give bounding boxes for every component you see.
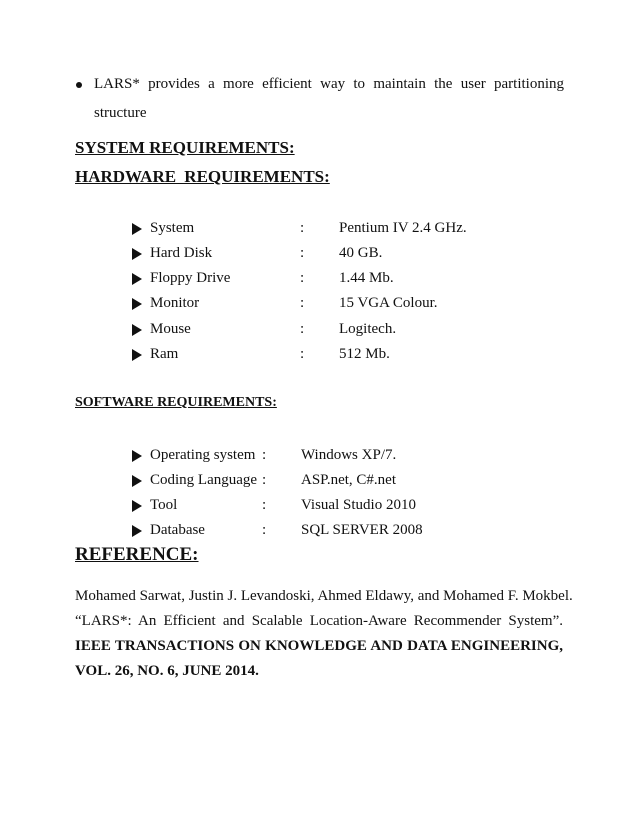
hardware-item-value: 512 Mb. <box>339 346 390 362</box>
software-item-value: Visual Studio 2010 <box>301 497 416 513</box>
hardware-item-colon: : <box>300 346 305 362</box>
hardware-item-colon: : <box>300 321 305 337</box>
hardware-item-label: Monitor <box>150 295 200 311</box>
hardware-item-value: 1.44 Mb. <box>339 270 394 286</box>
hardware-item-value: Logitech. <box>339 321 397 337</box>
hardware-item-label: Floppy Drive <box>150 270 231 286</box>
hardware-item-value: 40 GB. <box>339 245 383 261</box>
arrow-bullet-icon <box>132 475 142 487</box>
bullet-item <box>94 73 564 125</box>
hardware-item-label: Mouse <box>150 321 191 337</box>
reference-journal: IEEE TRANSACTIONS ON KNOWLEDGE AND DATA ENGINEERING, <box>75 638 563 654</box>
reference-citation <box>75 584 573 684</box>
bullet-dot-icon <box>76 82 82 88</box>
bullet-text-line-2: structure <box>94 105 147 121</box>
arrow-bullet-icon <box>132 324 142 336</box>
reference-title: “LARS*: An Efficient and Scalable Location-Aware Recommender System”. <box>75 613 563 629</box>
hardware-item-label: System <box>150 220 195 236</box>
system-requirements-heading: SYSTEM REQUIREMENTS: <box>75 138 295 157</box>
hardware-item-value: Pentium IV 2.4 GHz. <box>339 220 467 236</box>
arrow-bullet-icon <box>132 223 142 235</box>
software-item-colon: : <box>262 447 267 463</box>
arrow-bullet-icon <box>132 525 142 537</box>
software-item-label: Tool <box>150 497 178 513</box>
hardware-item-colon: : <box>300 270 305 286</box>
reference-volume: VOL. 26, NO. 6, JUNE 2014. <box>75 663 259 679</box>
reference-authors: Mohamed Sarwat, Justin J. Levandoski, Ahmed Eldawy, and Mohamed F. Mokbel. <box>75 588 573 604</box>
software-item-colon: : <box>262 472 267 488</box>
software-item-value: Windows XP/7. <box>301 447 397 463</box>
hardware-item-label: Ram <box>150 346 179 362</box>
hardware-item-colon: : <box>300 295 305 311</box>
arrow-bullet-icon <box>132 349 142 361</box>
bullet-text-line-1: LARS* provides a more efficient way to maintain the user partitioning <box>94 76 564 92</box>
reference-heading: REFERENCE: <box>75 544 199 565</box>
hardware-requirements-heading: HARDWARE REQUIREMENTS: <box>75 167 330 186</box>
hardware-item-colon: : <box>300 220 305 236</box>
arrow-bullet-icon <box>132 298 142 310</box>
arrow-bullet-icon <box>132 248 142 260</box>
software-item-label: Database <box>150 522 205 538</box>
arrow-bullet-icon <box>132 450 142 462</box>
software-item-colon: : <box>262 522 267 538</box>
software-item-label: Operating system <box>150 447 256 463</box>
arrow-bullet-icon <box>132 273 142 285</box>
hardware-item-colon: : <box>300 245 305 261</box>
software-item-value: ASP.net, C#.net <box>301 472 397 488</box>
software-item-colon: : <box>262 497 267 513</box>
arrow-bullet-icon <box>132 500 142 512</box>
software-requirements-heading: SOFTWARE REQUIREMENTS: <box>75 395 277 410</box>
software-item-value: SQL SERVER 2008 <box>301 522 423 538</box>
hardware-item-label: Hard Disk <box>150 245 213 261</box>
software-item-label: Coding Language <box>150 472 258 488</box>
hardware-item-value: 15 VGA Colour. <box>339 295 438 311</box>
